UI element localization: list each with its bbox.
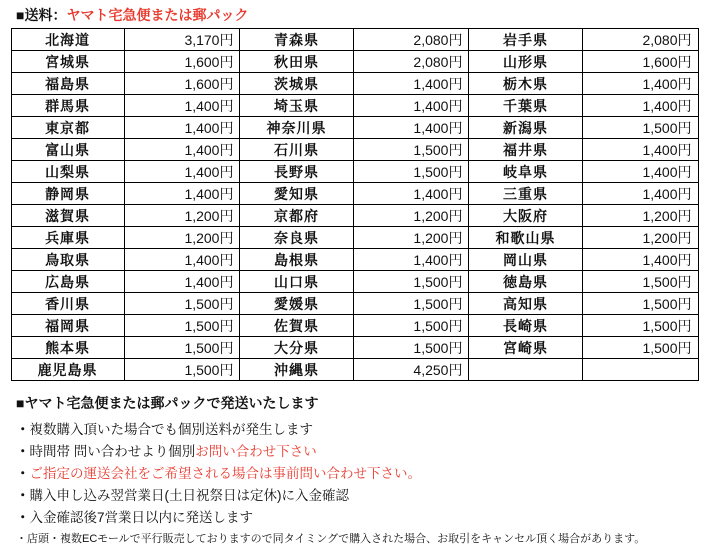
- fee-cell: 1,400円: [353, 183, 469, 205]
- note-item: [16, 510, 705, 525]
- prefecture-cell: 神奈川県: [240, 117, 353, 139]
- prefecture-cell: 島根県: [240, 249, 353, 271]
- fee-cell: 1,500円: [124, 315, 240, 337]
- prefecture-cell: 富山県: [11, 139, 124, 161]
- prefecture-cell: 鳥取県: [11, 249, 124, 271]
- prefecture-cell: 埼玉県: [240, 95, 353, 117]
- fee-cell: 1,500円: [353, 337, 469, 359]
- fee-cell: 1,200円: [124, 227, 240, 249]
- prefecture-cell: 宮崎県: [469, 337, 582, 359]
- table-row: [11, 205, 698, 227]
- prefecture-cell: 福井県: [469, 139, 582, 161]
- prefecture-cell: 愛媛県: [240, 293, 353, 315]
- empty-cell: [469, 359, 582, 381]
- prefecture-cell: 香川県: [11, 293, 124, 315]
- fee-cell: 1,400円: [353, 73, 469, 95]
- note-text: 購入申し込み翌営業日(土日祝祭日は定休)に入金確認: [29, 488, 349, 503]
- prefecture-cell: 岩手県: [469, 29, 582, 51]
- table-row: [11, 95, 698, 117]
- fee-cell: 1,500円: [582, 293, 698, 315]
- bullet-dot-icon: ・: [16, 466, 30, 481]
- page-title: [16, 6, 705, 24]
- table-row: [11, 271, 698, 293]
- fee-cell: 1,400円: [353, 95, 469, 117]
- prefecture-cell: 大阪府: [469, 205, 582, 227]
- fee-cell: 1,500円: [353, 139, 469, 161]
- table-row: [11, 227, 698, 249]
- prefecture-cell: 長野県: [240, 161, 353, 183]
- shipping-fee-table-body: [11, 29, 698, 381]
- fee-cell: 1,400円: [124, 271, 240, 293]
- prefecture-cell: 滋賀県: [11, 205, 124, 227]
- prefecture-cell: 東京都: [11, 117, 124, 139]
- fee-cell: 1,500円: [353, 271, 469, 293]
- title-colon: ：: [52, 7, 67, 23]
- prefecture-cell: 愛知県: [240, 183, 353, 205]
- shipping-method-value: ヤマト宅急便または郵パック: [66, 7, 249, 23]
- fee-cell: 1,400円: [582, 161, 698, 183]
- fee-cell: 2,080円: [582, 29, 698, 51]
- fee-cell: 1,400円: [582, 139, 698, 161]
- fee-cell: 1,400円: [124, 117, 240, 139]
- notes-list: [16, 422, 705, 525]
- prefecture-cell: 秋田県: [240, 51, 353, 73]
- prefecture-cell: 山梨県: [11, 161, 124, 183]
- fee-cell: 1,500円: [353, 293, 469, 315]
- prefecture-cell: 新潟県: [469, 117, 582, 139]
- fee-cell: 1,600円: [582, 51, 698, 73]
- prefecture-cell: 福岡県: [11, 315, 124, 337]
- fee-cell: 1,400円: [582, 95, 698, 117]
- prefecture-cell: 茨城県: [240, 73, 353, 95]
- notes-section: [16, 393, 705, 546]
- prefecture-cell: 奈良県: [240, 227, 353, 249]
- fee-cell: 1,500円: [124, 359, 240, 381]
- prefecture-cell: 京都府: [240, 205, 353, 227]
- note-item: [16, 488, 705, 503]
- empty-cell: [582, 359, 698, 381]
- fee-cell: 1,500円: [353, 315, 469, 337]
- prefecture-cell: 沖縄県: [240, 359, 353, 381]
- table-row: [11, 139, 698, 161]
- fee-cell: 1,500円: [353, 161, 469, 183]
- table-row: [11, 359, 698, 381]
- bullet-square-icon: ■: [16, 7, 25, 23]
- prefecture-cell: 山形県: [469, 51, 582, 73]
- fee-cell: 1,400円: [124, 139, 240, 161]
- prefecture-cell: 大分県: [240, 337, 353, 359]
- prefecture-cell: 高知県: [469, 293, 582, 315]
- prefecture-cell: 北海道: [11, 29, 124, 51]
- prefecture-cell: 長崎県: [469, 315, 582, 337]
- note-text: 入金確認後7営業日以内に発送します: [29, 510, 254, 525]
- fee-cell: 2,080円: [353, 51, 469, 73]
- fee-cell: 1,600円: [124, 51, 240, 73]
- prefecture-cell: 鹿児島県: [11, 359, 124, 381]
- page-title-label: 送料: [24, 7, 53, 23]
- fee-cell: 1,200円: [124, 205, 240, 227]
- note-text: 複数購入頂いた場合でも個別送料が発生します: [29, 422, 313, 437]
- note-text: 時間帯 問い合わせより個別: [29, 444, 196, 459]
- fee-cell: 1,400円: [353, 249, 469, 271]
- fee-cell: 1,500円: [124, 337, 240, 359]
- table-row: [11, 315, 698, 337]
- fee-cell: 1,500円: [582, 315, 698, 337]
- fee-cell: 1,400円: [582, 73, 698, 95]
- prefecture-cell: 青森県: [240, 29, 353, 51]
- table-row: [11, 293, 698, 315]
- fee-cell: 1,400円: [124, 183, 240, 205]
- bullet-dot-icon: ・: [16, 488, 30, 503]
- prefecture-cell: 和歌山県: [469, 227, 582, 249]
- note-item: [16, 466, 705, 481]
- table-row: [11, 117, 698, 139]
- note-item: [16, 444, 705, 459]
- fee-cell: 1,200円: [353, 205, 469, 227]
- prefecture-cell: 静岡県: [11, 183, 124, 205]
- fee-cell: 1,400円: [582, 249, 698, 271]
- fee-cell: 1,400円: [124, 161, 240, 183]
- table-row: [11, 73, 698, 95]
- fee-cell: 1,400円: [582, 183, 698, 205]
- note-text-highlight: お問い合わせ下さい: [195, 444, 317, 459]
- prefecture-cell: 千葉県: [469, 95, 582, 117]
- fee-cell: 1,200円: [582, 227, 698, 249]
- prefecture-cell: 山口県: [240, 271, 353, 293]
- prefecture-cell: 兵庫県: [11, 227, 124, 249]
- prefecture-cell: 岡山県: [469, 249, 582, 271]
- table-row: [11, 161, 698, 183]
- table-row: [11, 337, 698, 359]
- prefecture-cell: 三重県: [469, 183, 582, 205]
- notes-title: ■ヤマト宅急便または郵パックで発送いたします: [16, 395, 319, 411]
- fee-cell: 1,400円: [353, 117, 469, 139]
- prefecture-cell: 熊本県: [11, 337, 124, 359]
- fee-cell: 1,500円: [582, 117, 698, 139]
- fee-cell: 4,250円: [353, 359, 469, 381]
- fee-cell: 1,500円: [124, 293, 240, 315]
- fee-cell: 1,500円: [582, 271, 698, 293]
- prefecture-cell: 福島県: [11, 73, 124, 95]
- fee-cell: 1,400円: [124, 95, 240, 117]
- prefecture-cell: 宮城県: [11, 51, 124, 73]
- prefecture-cell: 石川県: [240, 139, 353, 161]
- fee-cell: 1,500円: [582, 337, 698, 359]
- prefecture-cell: 栃木県: [469, 73, 582, 95]
- bullet-dot-icon: ・: [16, 444, 30, 459]
- prefecture-cell: 群馬県: [11, 95, 124, 117]
- note-text-highlight: ご指定の運送会社をご希望される場合は事前問い合わせ下さい。: [29, 466, 421, 481]
- table-row: [11, 183, 698, 205]
- table-row: [11, 29, 698, 51]
- note-item: [16, 422, 705, 437]
- shipping-fee-table: [11, 28, 699, 381]
- prefecture-cell: 佐賀県: [240, 315, 353, 337]
- notes-footnote: ・店頭・複数ECモールで平行販売しておりますので同タイミングで購入された場合、お取引をキャンセル頂く場合があります。: [16, 533, 646, 545]
- fee-cell: 1,200円: [353, 227, 469, 249]
- table-row: [11, 51, 698, 73]
- bullet-dot-icon: ・: [16, 510, 30, 525]
- fee-cell: 1,600円: [124, 73, 240, 95]
- prefecture-cell: 広島県: [11, 271, 124, 293]
- prefecture-cell: 徳島県: [469, 271, 582, 293]
- fee-cell: 1,400円: [124, 249, 240, 271]
- table-row: [11, 249, 698, 271]
- fee-cell: 3,170円: [124, 29, 240, 51]
- bullet-dot-icon: ・: [16, 422, 30, 437]
- prefecture-cell: 岐阜県: [469, 161, 582, 183]
- fee-cell: 1,200円: [582, 205, 698, 227]
- fee-cell: 2,080円: [353, 29, 469, 51]
